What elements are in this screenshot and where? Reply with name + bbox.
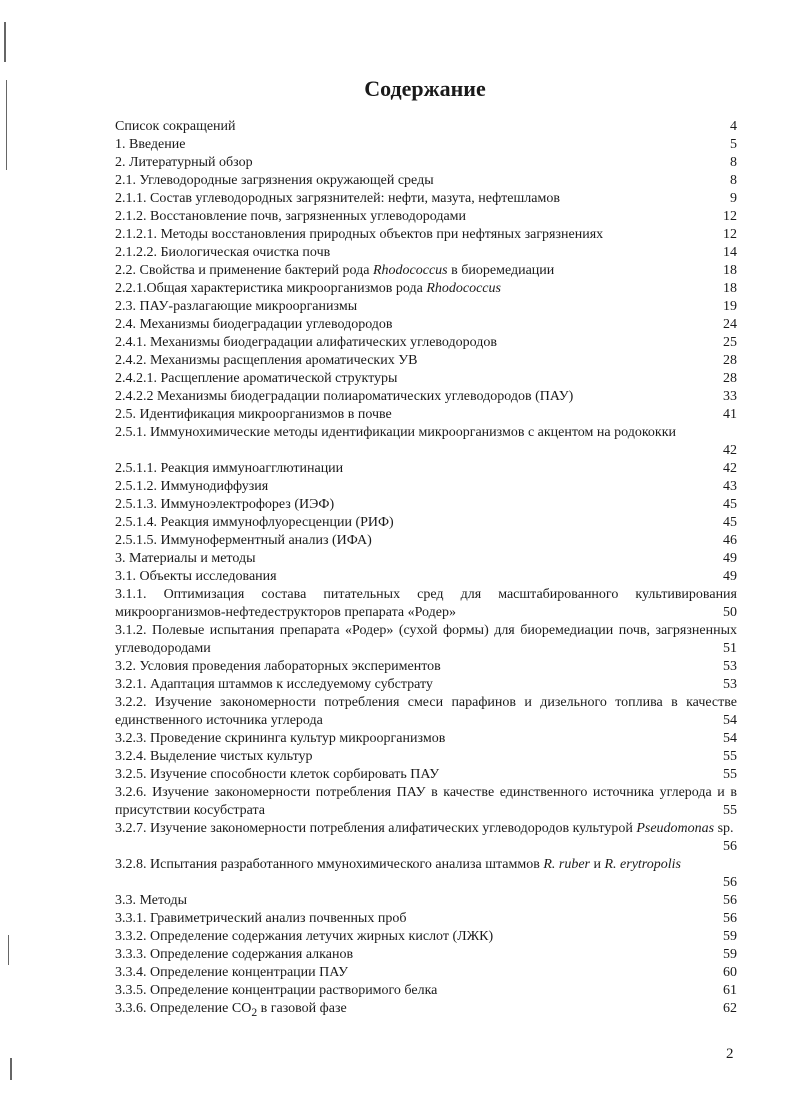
toc-entry-text: в биоремедиации xyxy=(447,263,555,278)
toc-entry-page: 50 xyxy=(723,605,737,620)
toc-entry-text: 2.1.2.1. Методы восстановления природных объектов при нефтяных загрязнениях xyxy=(115,227,604,242)
toc-entry[interactable] xyxy=(115,568,737,586)
toc-entry-title xyxy=(115,352,697,370)
toc-entry[interactable] xyxy=(115,154,737,172)
toc-entry-title xyxy=(115,568,697,586)
toc-entry[interactable] xyxy=(115,784,737,820)
toc-entry[interactable] xyxy=(115,280,737,298)
toc-entry[interactable] xyxy=(115,694,737,730)
toc-entry[interactable] xyxy=(115,820,737,856)
toc-entry-page: 14 xyxy=(723,245,737,260)
toc-entry-text: 3.3.4. Определение концентрации ПАУ xyxy=(115,965,349,980)
toc-entry-page: 61 xyxy=(723,983,737,998)
toc-entry-page: 59 xyxy=(723,929,737,944)
toc-entry-page: 5 xyxy=(730,137,737,152)
toc-entry-page: 33 xyxy=(723,389,737,404)
toc-entry-page: 28 xyxy=(723,353,737,368)
toc-entry[interactable] xyxy=(115,514,737,532)
toc-entry[interactable] xyxy=(115,370,737,388)
toc-entry-text: 2.4. Механизмы биодеградации углеводородов xyxy=(115,317,393,332)
toc-entry-page: 55 xyxy=(723,749,737,764)
toc-entry-title xyxy=(115,298,697,316)
toc-entry-text: 2.4.2.2 Механизмы биодеградации полиароматических углеводородов (ПАУ) xyxy=(115,389,574,404)
toc-entry-text: 2.5. Идентификация микроорганизмов в почве xyxy=(115,407,392,422)
toc-entry[interactable] xyxy=(115,496,737,514)
toc-entry-title xyxy=(115,514,697,532)
toc-entry-text: 2. Литературный обзор xyxy=(115,155,253,170)
toc-entry[interactable] xyxy=(115,226,737,244)
scan-artifact xyxy=(10,1058,12,1080)
scan-artifact xyxy=(8,935,9,965)
toc-entry[interactable] xyxy=(115,388,737,406)
page-number: 2 xyxy=(726,1046,734,1062)
page-title: Содержание xyxy=(364,76,486,101)
toc-entry-text: 3.2.3. Проведение скрининга культур микроорганизмов xyxy=(115,731,446,746)
toc-entry-text: Rhodococcus xyxy=(372,263,448,278)
toc-entry-title xyxy=(115,460,697,478)
scan-artifact xyxy=(4,22,6,62)
toc-entry-page: 55 xyxy=(723,767,737,782)
toc-entry-text: 2.2.1.Общая характеристика микроорганизмов рода xyxy=(115,281,427,296)
toc-entry-title xyxy=(115,262,697,280)
toc-entry-title xyxy=(115,208,697,226)
toc-entry[interactable] xyxy=(115,622,737,658)
toc-entry-title xyxy=(115,190,697,208)
toc-entry-title xyxy=(115,136,697,154)
toc-entry-title xyxy=(115,316,697,334)
toc-entry-text: Rhodococcus xyxy=(426,281,501,296)
toc-entry-text: 3.1. Объекты исследования xyxy=(115,569,277,584)
toc-entry-title xyxy=(115,784,737,820)
toc-entry-page: 4 xyxy=(730,119,737,134)
toc-entry-page: 60 xyxy=(723,965,737,980)
toc-entry[interactable] xyxy=(115,316,737,334)
toc-entry-title xyxy=(115,928,697,946)
toc-entry[interactable] xyxy=(115,766,737,784)
toc-entry-text: 3. Материалы и методы xyxy=(115,551,256,566)
toc-entry-page: 18 xyxy=(723,263,737,278)
toc-entry[interactable] xyxy=(115,730,737,748)
toc-entry-title xyxy=(115,496,697,514)
toc-entry-title xyxy=(115,766,697,784)
table-of-contents xyxy=(115,118,737,1018)
toc-entry[interactable] xyxy=(115,136,737,154)
toc-entry-page: 12 xyxy=(723,209,737,224)
toc-entry-text: 3.2.5. Изучение способности клеток сорбировать ПАУ xyxy=(115,767,440,782)
toc-entry[interactable] xyxy=(115,586,737,622)
toc-entry-text: 3.2.4. Выделение чистых культур xyxy=(115,749,313,764)
toc-entry-page: 24 xyxy=(723,317,737,332)
toc-entry-page: 49 xyxy=(723,569,737,584)
toc-entry-title xyxy=(115,964,697,982)
toc-entry-title xyxy=(115,910,697,928)
toc-entry-title xyxy=(115,532,697,550)
toc-entry-text: 3.3.1. Гравиметрический анализ почвенных проб xyxy=(115,911,407,926)
toc-entry-title xyxy=(115,334,697,352)
toc-entry-text: 3.2.7. Изучение закономерности потребления алифатических углеводородов культурой xyxy=(115,821,637,836)
toc-entry-page: 56 xyxy=(723,839,737,854)
toc-entry-page: 56 xyxy=(723,911,737,926)
toc-entry-text: 2.5.1. Иммунохимические методы идентификации микроорганизмов с акцентом на родококки xyxy=(115,425,677,440)
toc-entry-page: 62 xyxy=(723,1001,737,1016)
toc-entry[interactable] xyxy=(115,982,737,1000)
toc-entry-page: 28 xyxy=(723,371,737,386)
toc-entry-title xyxy=(115,856,737,874)
toc-entry-title xyxy=(115,946,697,964)
toc-entry[interactable] xyxy=(115,946,737,964)
toc-entry[interactable] xyxy=(115,748,737,766)
toc-entry-text: 3.2.8. Испытания разработанного ммунохимического анализа штаммов xyxy=(115,857,544,872)
toc-entry-text: 1. Введение xyxy=(115,137,186,152)
toc-entry-page: 53 xyxy=(723,659,737,674)
toc-entry-page: 45 xyxy=(723,497,737,512)
toc-entry-text: Pseudomonas xyxy=(636,821,715,836)
toc-entry[interactable] xyxy=(115,460,737,478)
toc-entry-title xyxy=(115,172,697,190)
toc-entry-text: 3.3.5. Определение концентрации растворимого белка xyxy=(115,983,438,998)
toc-entry[interactable] xyxy=(115,550,737,568)
toc-entry-text: Список сокращений xyxy=(115,119,236,134)
toc-entry-text: 3.3. Методы xyxy=(115,893,188,908)
toc-entry-text: в газовой фазе xyxy=(257,1001,347,1016)
toc-entry-title xyxy=(115,586,737,622)
toc-entry-page: 56 xyxy=(723,875,737,890)
toc-entry[interactable] xyxy=(115,352,737,370)
toc-entry-title xyxy=(115,694,737,730)
toc-entry-text: 2.4.2.1. Расщепление ароматической структуры xyxy=(115,371,398,386)
toc-entry[interactable] xyxy=(115,928,737,946)
toc-entry-text: 3.3.6. Определение CO xyxy=(115,1001,252,1016)
toc-entry-text: 2.1.2. Восстановление почв, загрязненных углеводородами xyxy=(115,209,467,224)
toc-entry-title xyxy=(115,478,697,496)
toc-entry-page: 56 xyxy=(723,893,737,908)
toc-entry-title xyxy=(115,820,737,838)
toc-entry-page: 59 xyxy=(723,947,737,962)
toc-entry-text: 3.3.3. Определение содержания алканов xyxy=(115,947,354,962)
toc-entry-text: 3.3.2. Определение содержания летучих жирных кислот (ЛЖК) xyxy=(115,929,494,944)
toc-entry-title xyxy=(115,280,697,298)
toc-entry-title xyxy=(115,982,697,1000)
toc-entry-title xyxy=(115,1000,697,1022)
toc-entry-text: 2.5.1.4. Реакция иммунофлуоресценции (РИФ) xyxy=(115,515,394,530)
toc-entry-text: 3.2. Условия проведения лабораторных экспериментов xyxy=(115,659,441,674)
toc-entry-page: 42 xyxy=(723,461,737,476)
toc-entry-title xyxy=(115,730,697,748)
toc-entry-page: 45 xyxy=(723,515,737,530)
toc-entry-page: 9 xyxy=(730,191,737,206)
toc-entry-page: 43 xyxy=(723,479,737,494)
toc-entry[interactable] xyxy=(115,190,737,208)
toc-entry-text: 2.4.2. Механизмы расщепления ароматических УВ xyxy=(115,353,418,368)
toc-entry-title xyxy=(115,388,697,406)
toc-entry-title xyxy=(115,244,697,262)
toc-entry-text: 2.4.1. Механизмы биодеградации алифатических углеводородов xyxy=(115,335,497,350)
toc-entry-text: 2 xyxy=(251,1005,258,1019)
toc-entry-page: 8 xyxy=(730,155,737,170)
toc-entry-page: 49 xyxy=(723,551,737,566)
toc-entry-text: 2.5.1.5. Иммуноферментный анализ (ИФА) xyxy=(115,533,372,548)
toc-entry-title xyxy=(115,748,697,766)
toc-entry-text: 3.2.6. Изучение закономерности потребления ПАУ в качестве единственного источника углерода и в присутствии косубстрата xyxy=(115,785,737,818)
toc-entry-text: R. ruber xyxy=(543,857,590,872)
toc-entry-title xyxy=(115,550,697,568)
toc-entry[interactable] xyxy=(115,244,737,262)
toc-entry-title xyxy=(115,892,697,910)
toc-entry-title xyxy=(115,406,697,424)
toc-entry[interactable] xyxy=(115,208,737,226)
toc-entry-title xyxy=(115,118,697,136)
toc-entry[interactable] xyxy=(115,910,737,928)
toc-entry[interactable] xyxy=(115,856,737,892)
toc-entry-text: 3.1.1. Оптимизация состава питательных сред для масштабированного культивирования микроорганизмов-нефтедеструкторов препарата «Родер» xyxy=(115,587,737,620)
toc-entry-title xyxy=(115,424,737,442)
toc-entry-title xyxy=(115,226,697,244)
toc-entry-text: 2.5.1.2. Иммунодиффузия xyxy=(115,479,269,494)
toc-entry-text: 2.5.1.3. Иммуноэлектрофорез (ИЭФ) xyxy=(115,497,335,512)
toc-entry-text: 2.2. Свойства и применение бактерий рода xyxy=(115,263,373,278)
toc-entry-title xyxy=(115,676,697,694)
toc-entry-page: 25 xyxy=(723,335,737,350)
toc-entry-text: 3.1.2. Полевые испытания препарата «Родер» (сухой формы) для биоремедиации почв, загрязненных углеводородами xyxy=(115,623,737,656)
toc-entry[interactable] xyxy=(115,478,737,496)
toc-entry-text: sp. xyxy=(714,821,734,836)
toc-entry[interactable] xyxy=(115,676,737,694)
toc-entry-title xyxy=(115,622,737,658)
scan-artifact xyxy=(6,80,7,170)
toc-entry[interactable] xyxy=(115,406,737,424)
toc-entry[interactable] xyxy=(115,964,737,982)
toc-entry[interactable] xyxy=(115,1000,737,1018)
toc-entry[interactable] xyxy=(115,424,737,460)
toc-entry-text: 3.2.1. Адаптация штаммов к исследуемому субстрату xyxy=(115,677,433,692)
toc-entry-page: 46 xyxy=(723,533,737,548)
toc-entry-page: 54 xyxy=(723,713,737,728)
toc-entry[interactable] xyxy=(115,532,737,550)
toc-entry[interactable] xyxy=(115,334,737,352)
toc-entry-page: 53 xyxy=(723,677,737,692)
toc-entry-page: 41 xyxy=(723,407,737,422)
toc-entry[interactable] xyxy=(115,658,737,676)
toc-entry-page: 51 xyxy=(723,641,737,656)
toc-entry-title xyxy=(115,658,697,676)
toc-entry[interactable] xyxy=(115,298,737,316)
toc-entry-page: 55 xyxy=(723,803,737,818)
toc-entry-text: 2.3. ПАУ-разлагающие микроорганизмы xyxy=(115,299,358,314)
toc-entry-text: и xyxy=(589,857,605,872)
toc-entry-title xyxy=(115,370,697,388)
toc-entry-page: 42 xyxy=(723,443,737,458)
toc-entry-text: 2.1. Углеводородные загрязнения окружающей среды xyxy=(115,173,434,188)
toc-entry-text: 3.2.2. Изучение закономерности потребления смеси парафинов и дизельного топлива в качестве единственного источника углерода xyxy=(115,695,737,728)
toc-entry-text: 2.1.1. Состав углеводородных загрязнителей: нефти, мазута, нефтешламов xyxy=(115,191,560,206)
toc-entry-text: 2.1.2.2. Биологическая очистка почв xyxy=(115,245,331,260)
toc-entry[interactable] xyxy=(115,892,737,910)
toc-entry-page: 12 xyxy=(723,227,737,242)
toc-entry-text: 2.5.1.1. Реакция иммуноагглютинации xyxy=(115,461,344,476)
toc-entry-page: 8 xyxy=(730,173,737,188)
toc-entry-page: 54 xyxy=(723,731,737,746)
toc-entry[interactable] xyxy=(115,118,737,136)
toc-entry-text: R. erytropolis xyxy=(604,857,681,872)
toc-entry[interactable] xyxy=(115,262,737,280)
toc-entry[interactable] xyxy=(115,172,737,190)
toc-entry-title xyxy=(115,154,697,172)
toc-entry-page: 19 xyxy=(723,299,737,314)
toc-entry-page: 18 xyxy=(723,281,737,296)
